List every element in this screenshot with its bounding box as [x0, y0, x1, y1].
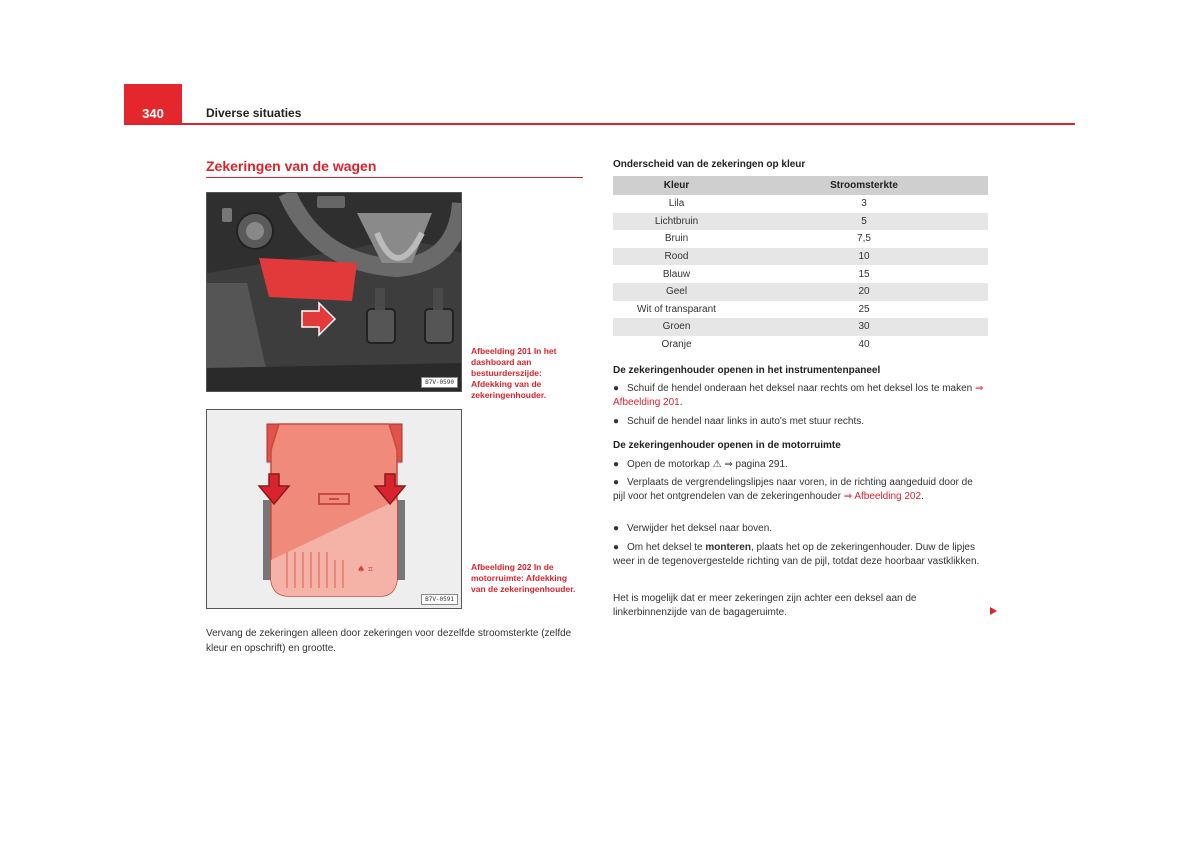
amperage-cell: 25	[858, 303, 870, 315]
color-cell: Lila	[668, 198, 685, 210]
amperage-cell: 7,5	[857, 233, 871, 245]
amperage-cell: 5	[740, 213, 988, 231]
warning-icon: ⚠	[712, 459, 722, 470]
color-cell: Oranje	[661, 339, 692, 351]
bullet-text-end: .	[921, 490, 924, 502]
dashboard-heading: De zekeringenhouder openen in het instrumentenpaneel	[613, 365, 881, 376]
color-cell: Groen	[613, 318, 740, 336]
bullet-icon: ●	[613, 459, 620, 470]
bullet-text: , plaats het op de zekeringenhouder. Duw de lipjes weer in de tegenovergestelde richting van de pijl, totdat deze hoorbaar vastklikken.	[613, 542, 980, 567]
table-header-cell: Kleur	[613, 176, 740, 195]
fusebox-illustration	[207, 410, 461, 608]
table-row	[613, 248, 988, 266]
table-row	[613, 336, 988, 354]
figure-link[interactable]: ⇒ Afbeelding 201	[613, 383, 984, 408]
amperage-cell: 10	[740, 248, 988, 266]
fusebox-figure	[206, 409, 462, 609]
table-row	[613, 318, 988, 336]
amperage-cell: 40	[858, 339, 870, 351]
figure-link[interactable]: ⇒ Afbeelding 202	[843, 490, 922, 502]
svg-text:♠ ⌗: ♠ ⌗	[357, 565, 373, 575]
color-cell: Lichtbruin	[613, 213, 740, 231]
color-cell: Bruin	[664, 233, 689, 245]
body-paragraph: Vervang de zekeringen alleen door zekeringen voor dezelfde stroomsterkte (zelfde kleur en opschrift) en grootte.	[206, 628, 572, 654]
header-rule	[124, 123, 1075, 125]
bullet-text: Open de motorkap	[627, 459, 713, 470]
amperage-cell: 3	[861, 198, 867, 210]
bullet-item	[613, 541, 985, 568]
amperage-cell: 30	[740, 318, 988, 336]
bullet-icon: ●	[613, 542, 620, 553]
bullet-item	[613, 522, 985, 536]
bullet-text: Om het deksel te	[627, 542, 706, 553]
color-cell: Geel	[613, 283, 740, 301]
bullet-item	[613, 382, 985, 409]
bullet-text-end: .	[679, 396, 683, 408]
bullet-text: Schuif de hendel naar links in auto's met stuur rechts.	[627, 416, 865, 427]
fuse-color-table	[613, 176, 988, 353]
table-row	[613, 213, 988, 231]
bullet-icon: ●	[613, 383, 620, 394]
bullet-item	[613, 415, 985, 429]
figure-code: B7V-0591	[421, 594, 458, 605]
color-cell: Rood	[613, 248, 740, 266]
table-row	[613, 265, 988, 283]
fuse-cover-highlight	[259, 258, 357, 301]
figure-caption: Afbeelding 201 In het dashboard aan bestuurderszijde: Afdekking van de zekeringenhouder.	[471, 346, 557, 400]
bullet-text: Verwijder het deksel naar boven.	[627, 523, 773, 534]
engine-heading: De zekeringenhouder openen in de motorruimte	[613, 440, 841, 451]
table-header-row	[613, 176, 988, 195]
page-number: 340	[124, 84, 182, 125]
title-rule	[206, 177, 583, 178]
closing-paragraph: Het is mogelijk dat er meer zekeringen zijn achter een deksel aan de linkerbinnenzijde van de bagageruimte.	[613, 593, 917, 618]
bullet-text-bold: monteren	[705, 542, 751, 553]
dashboard-illustration	[207, 193, 461, 391]
dashboard-figure	[206, 192, 462, 392]
page-title: Zekeringen van de wagen	[206, 158, 377, 174]
table-row	[613, 301, 988, 319]
amperage-cell: 20	[740, 283, 988, 301]
amperage-cell: 15	[858, 268, 870, 280]
section-title: Diverse situaties	[206, 106, 302, 120]
table-header-cell: Stroomsterkte	[740, 176, 988, 195]
table-title: Onderscheid van de zekeringen op kleur	[613, 159, 806, 170]
bullet-icon: ●	[613, 523, 620, 534]
color-cell: Blauw	[662, 268, 691, 280]
color-cell: Wit of transparant	[637, 303, 716, 315]
bullet-icon: ●	[613, 416, 620, 427]
bullet-icon: ●	[613, 477, 620, 488]
continue-arrow-icon	[990, 607, 997, 615]
figure-caption: Afbeelding 202 In de motorruimte: Afdekking van de zekeringenhouder.	[471, 562, 576, 594]
figure-code: B7V-0590	[421, 377, 458, 388]
bullet-text: Verplaats de vergrendelingslipjes naar voren, in de richting aangeduid door de pijl voor het ontgrendelen van de zekeringenhouder	[613, 477, 973, 502]
table-row	[613, 283, 988, 301]
table-row	[613, 195, 988, 213]
bullet-item	[613, 476, 985, 503]
page-reference[interactable]: ⇒ pagina 291.	[721, 459, 788, 470]
bullet-text: Schuif de hendel onderaan het deksel naar rechts om het deksel los te maken	[627, 383, 975, 394]
bullet-item	[613, 458, 985, 472]
table-row	[613, 230, 988, 248]
